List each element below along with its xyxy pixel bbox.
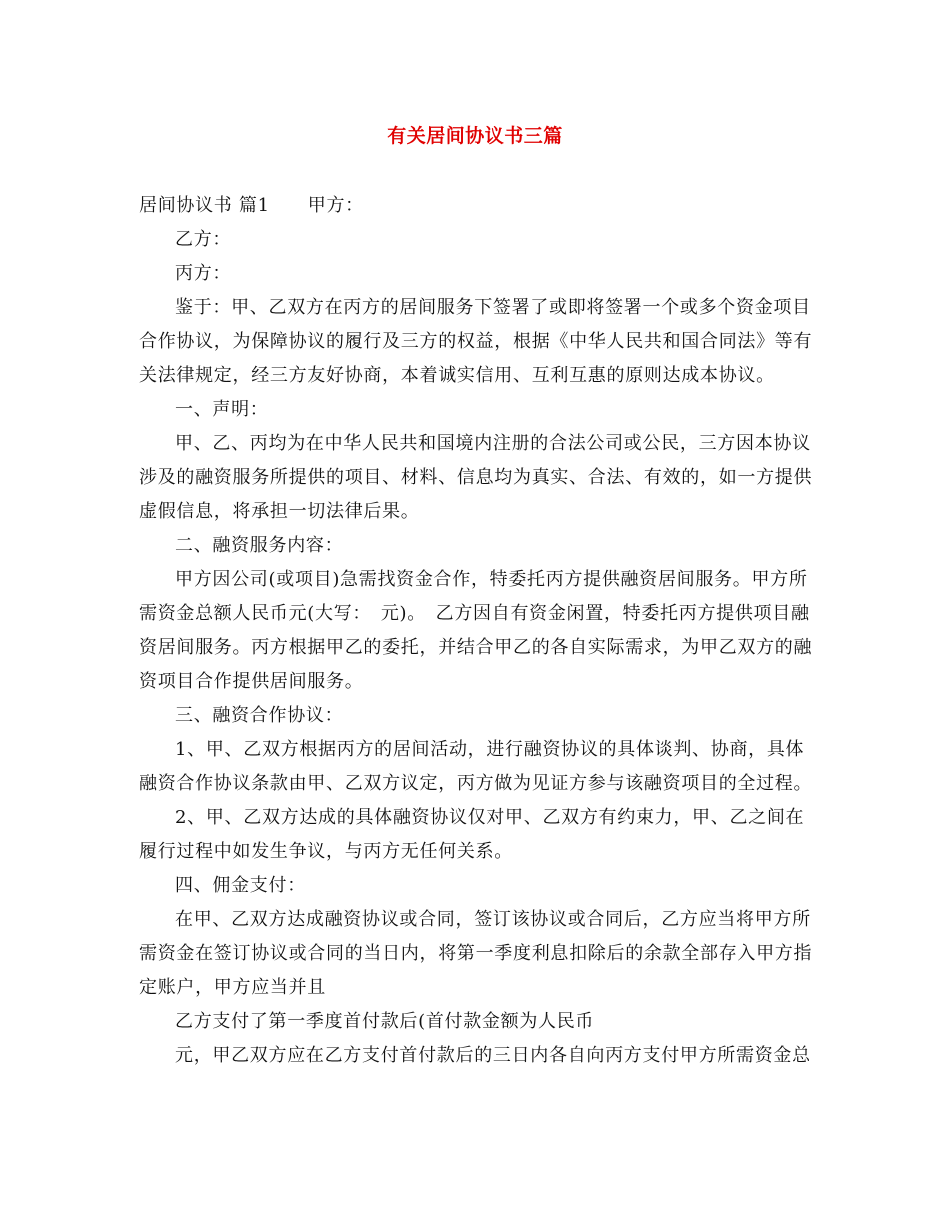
- paragraph-line: 2、甲、乙双方达成的具体融资协议仅对甲、乙双方有约束力，甲、乙之间在: [175, 807, 805, 828]
- heading-line: [139, 195, 364, 217]
- paragraph-line: 关法律规定，经三方友好协商，本着诚实信用、互利互惠的原则达成本协议。: [139, 365, 775, 386]
- paragraph-line: 乙方支付了第一季度首付款后(首付款金额为人民币: [175, 1011, 595, 1032]
- paragraph-line: 需资金在签订协议或合同的当日内，将第一季度利息扣除后的余款全部存入甲方指: [139, 943, 813, 964]
- document-title: 有关居间协议书三篇: [387, 125, 563, 147]
- paragraph-line: 融资合作协议条款由甲、乙双方议定，丙方做为见证方参与该融资项目的全过程。: [139, 773, 813, 794]
- paragraph-line: 在甲、乙双方达成融资协议或合同，签订该协议或合同后，乙方应当将甲方所: [175, 909, 811, 930]
- paragraph-line: 合作协议，为保障协议的履行及三方的权益，根据《中华人民共和国合同法》等有: [139, 331, 813, 352]
- agreement-part: 篇1: [238, 195, 270, 216]
- section-heading: 二、融资服务内容：: [175, 535, 344, 556]
- paragraph-line: 定账户，甲方应当并且: [139, 977, 326, 998]
- section-heading: 四、佣金支付：: [175, 875, 306, 896]
- section-heading: 三、融资合作协议：: [175, 705, 344, 726]
- paragraph-line: 资居间服务。丙方根据甲乙的委托，并结合甲乙的各自实际需求，为甲乙双方的融: [139, 637, 813, 658]
- party-b-label: 乙方：: [175, 229, 232, 250]
- paragraph-line: 甲方因公司(或项目)急需找资金合作，特委托丙方提供融资居间服务。甲方所: [175, 569, 808, 590]
- paragraph-line: 履行过程中如发生争议，与丙方无任何关系。: [139, 841, 513, 862]
- agreement-name: 居间协议书: [139, 195, 233, 216]
- paragraph-line: 甲、乙、丙均为在中华人民共和国境内注册的合法公司或公民，三方因本协议: [175, 433, 811, 454]
- paragraph-line: 虚假信息，将承担一切法律后果。: [139, 501, 420, 522]
- paragraph-line: 鉴于：甲、乙双方在丙方的居间服务下签署了或即将签署一个或多个资金项目: [175, 297, 811, 318]
- party-c-label: 丙方：: [175, 263, 232, 284]
- party-a-label: 甲方：: [307, 195, 364, 216]
- paragraph-line: 资项目合作提供居间服务。: [139, 671, 364, 692]
- paragraph-line: 涉及的融资服务所提供的项目、材料、信息均为真实、合法、有效的，如一方提供: [139, 467, 813, 488]
- paragraph-line: 元，甲乙双方应在乙方支付首付款后的三日内各自向丙方支付甲方所需资金总: [175, 1045, 811, 1066]
- section-heading: 一、声明：: [175, 399, 269, 420]
- paragraph-line: 需资金总额人民币元(大写： 元)。 乙方因自有资金闲置，特委托丙方提供项目融: [139, 603, 810, 624]
- paragraph-line: 1、甲、乙双方根据丙方的居间活动，进行融资协议的具体谈判、协商，具体: [175, 739, 805, 760]
